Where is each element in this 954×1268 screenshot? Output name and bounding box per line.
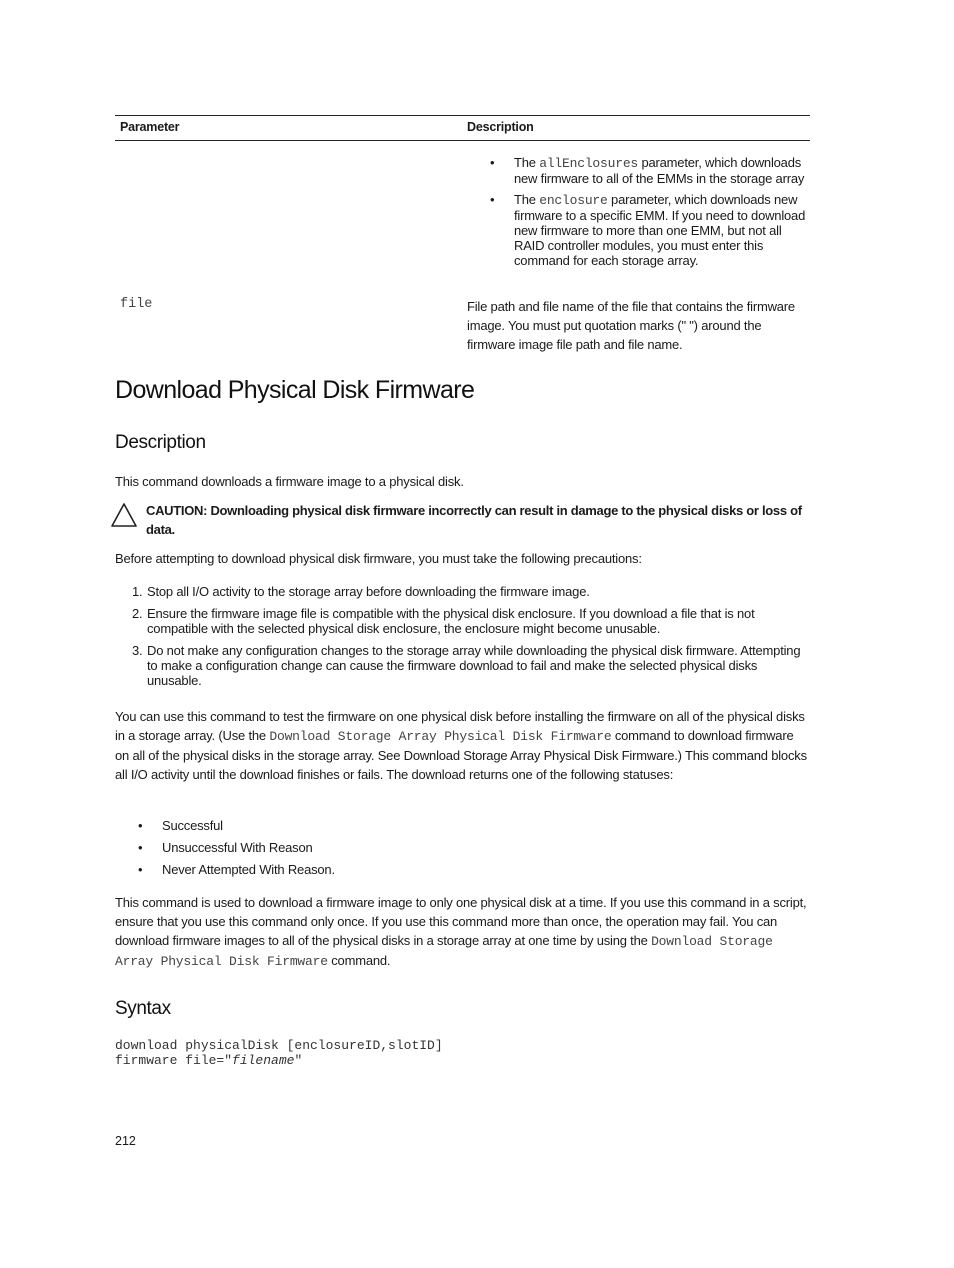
list-item: • Never Attempted With Reason.	[162, 860, 802, 879]
single-disk-paragraph: This command is used to download a firmware image to only one physical disk at a time. If you use this command in a script, ensure that you use this command only once. If you use this command more than once, the operation may fail. You can download firmware images to all of the physical disks in a storage array at one time by using the Download Storage Array Physical Disk Firmware command.	[115, 895, 807, 969]
code-download-storage-array: Download Storage Array Physical Disk Firmware	[115, 934, 773, 969]
description-heading: Description	[115, 432, 206, 453]
caution-text: CAUTION: Downloading physical disk firmware incorrectly can result in damage to the physical disks or loss of data.	[146, 503, 802, 537]
firmware-test-paragraph: You can use this command to test the firmware on one physical disk before installing the firmware on all of the physical disks in a storage array. (Use the Download Storage Array Physical Disk Firmware command to download firmware on all of the physical disks in the storage array. See Download Storage Array Physical Disk Firmware.) This command blocks all I/O activity until the download finishes or fails. The download returns one of the following statuses:	[115, 709, 807, 782]
list-item: • The allEnclosures parameter, which downloads new firmware to all of the EMMs in the storage array	[514, 155, 810, 186]
list-item: • Successful	[162, 816, 802, 835]
header-parameter: Parameter	[120, 120, 180, 134]
syntax-heading: Syntax	[115, 998, 171, 1019]
enclosure-option-list	[514, 155, 810, 268]
syntax-code: download physicalDisk [enclosureID,slotID] firmware file="filename"	[115, 1038, 443, 1068]
page-number: 212	[115, 1134, 136, 1148]
header-description: Description	[467, 120, 534, 134]
caution-icon	[110, 502, 138, 528]
table-top-rule	[115, 115, 810, 116]
status-list	[162, 816, 802, 879]
param-file: file	[120, 297, 153, 312]
code-allenclosures: allEnclosures	[539, 156, 639, 171]
description-intro: This command downloads a firmware image to a physical disk.	[115, 474, 464, 489]
param-file-description: File path and file name of the file that contains the firmware image. You must put quotation marks (" ") around the firmware image file path and file name.	[467, 299, 795, 352]
syntax-variable: filename	[232, 1053, 295, 1068]
list-item: 1. Stop all I/O activity to the storage array before downloading the firmware image.	[132, 584, 590, 599]
precautions-intro: Before attempting to download physical disk firmware, you must take the following precautions:	[115, 551, 642, 566]
code-enclosure: enclosure	[539, 193, 608, 208]
table-header-rule	[115, 140, 810, 141]
list-item: 2. Ensure the firmware image file is compatible with the physical disk enclosure. If you download a file that is not compatible with the selected physical disk enclosure, the enclosure might become unusable.	[132, 606, 755, 636]
code-download-storage-array: Download Storage Array Physical Disk Firmware	[269, 729, 612, 744]
list-item: 3. Do not make any configuration changes to the storage array while downloading the physical disk firmware. Attempting to make a configuration change can cause the firmware download to fail and make the selected physical disks unusable.	[132, 643, 801, 688]
list-item: • The enclosure parameter, which downloads new firmware to a specific EMM. If you need to download new firmware to more than one EMM, but not all RAID controller modules, you must enter this command for each storage array.	[514, 192, 810, 268]
precautions-list	[132, 584, 810, 688]
page-title: Download Physical Disk Firmware	[115, 376, 475, 404]
list-item: • Unsuccessful With Reason	[162, 838, 802, 857]
